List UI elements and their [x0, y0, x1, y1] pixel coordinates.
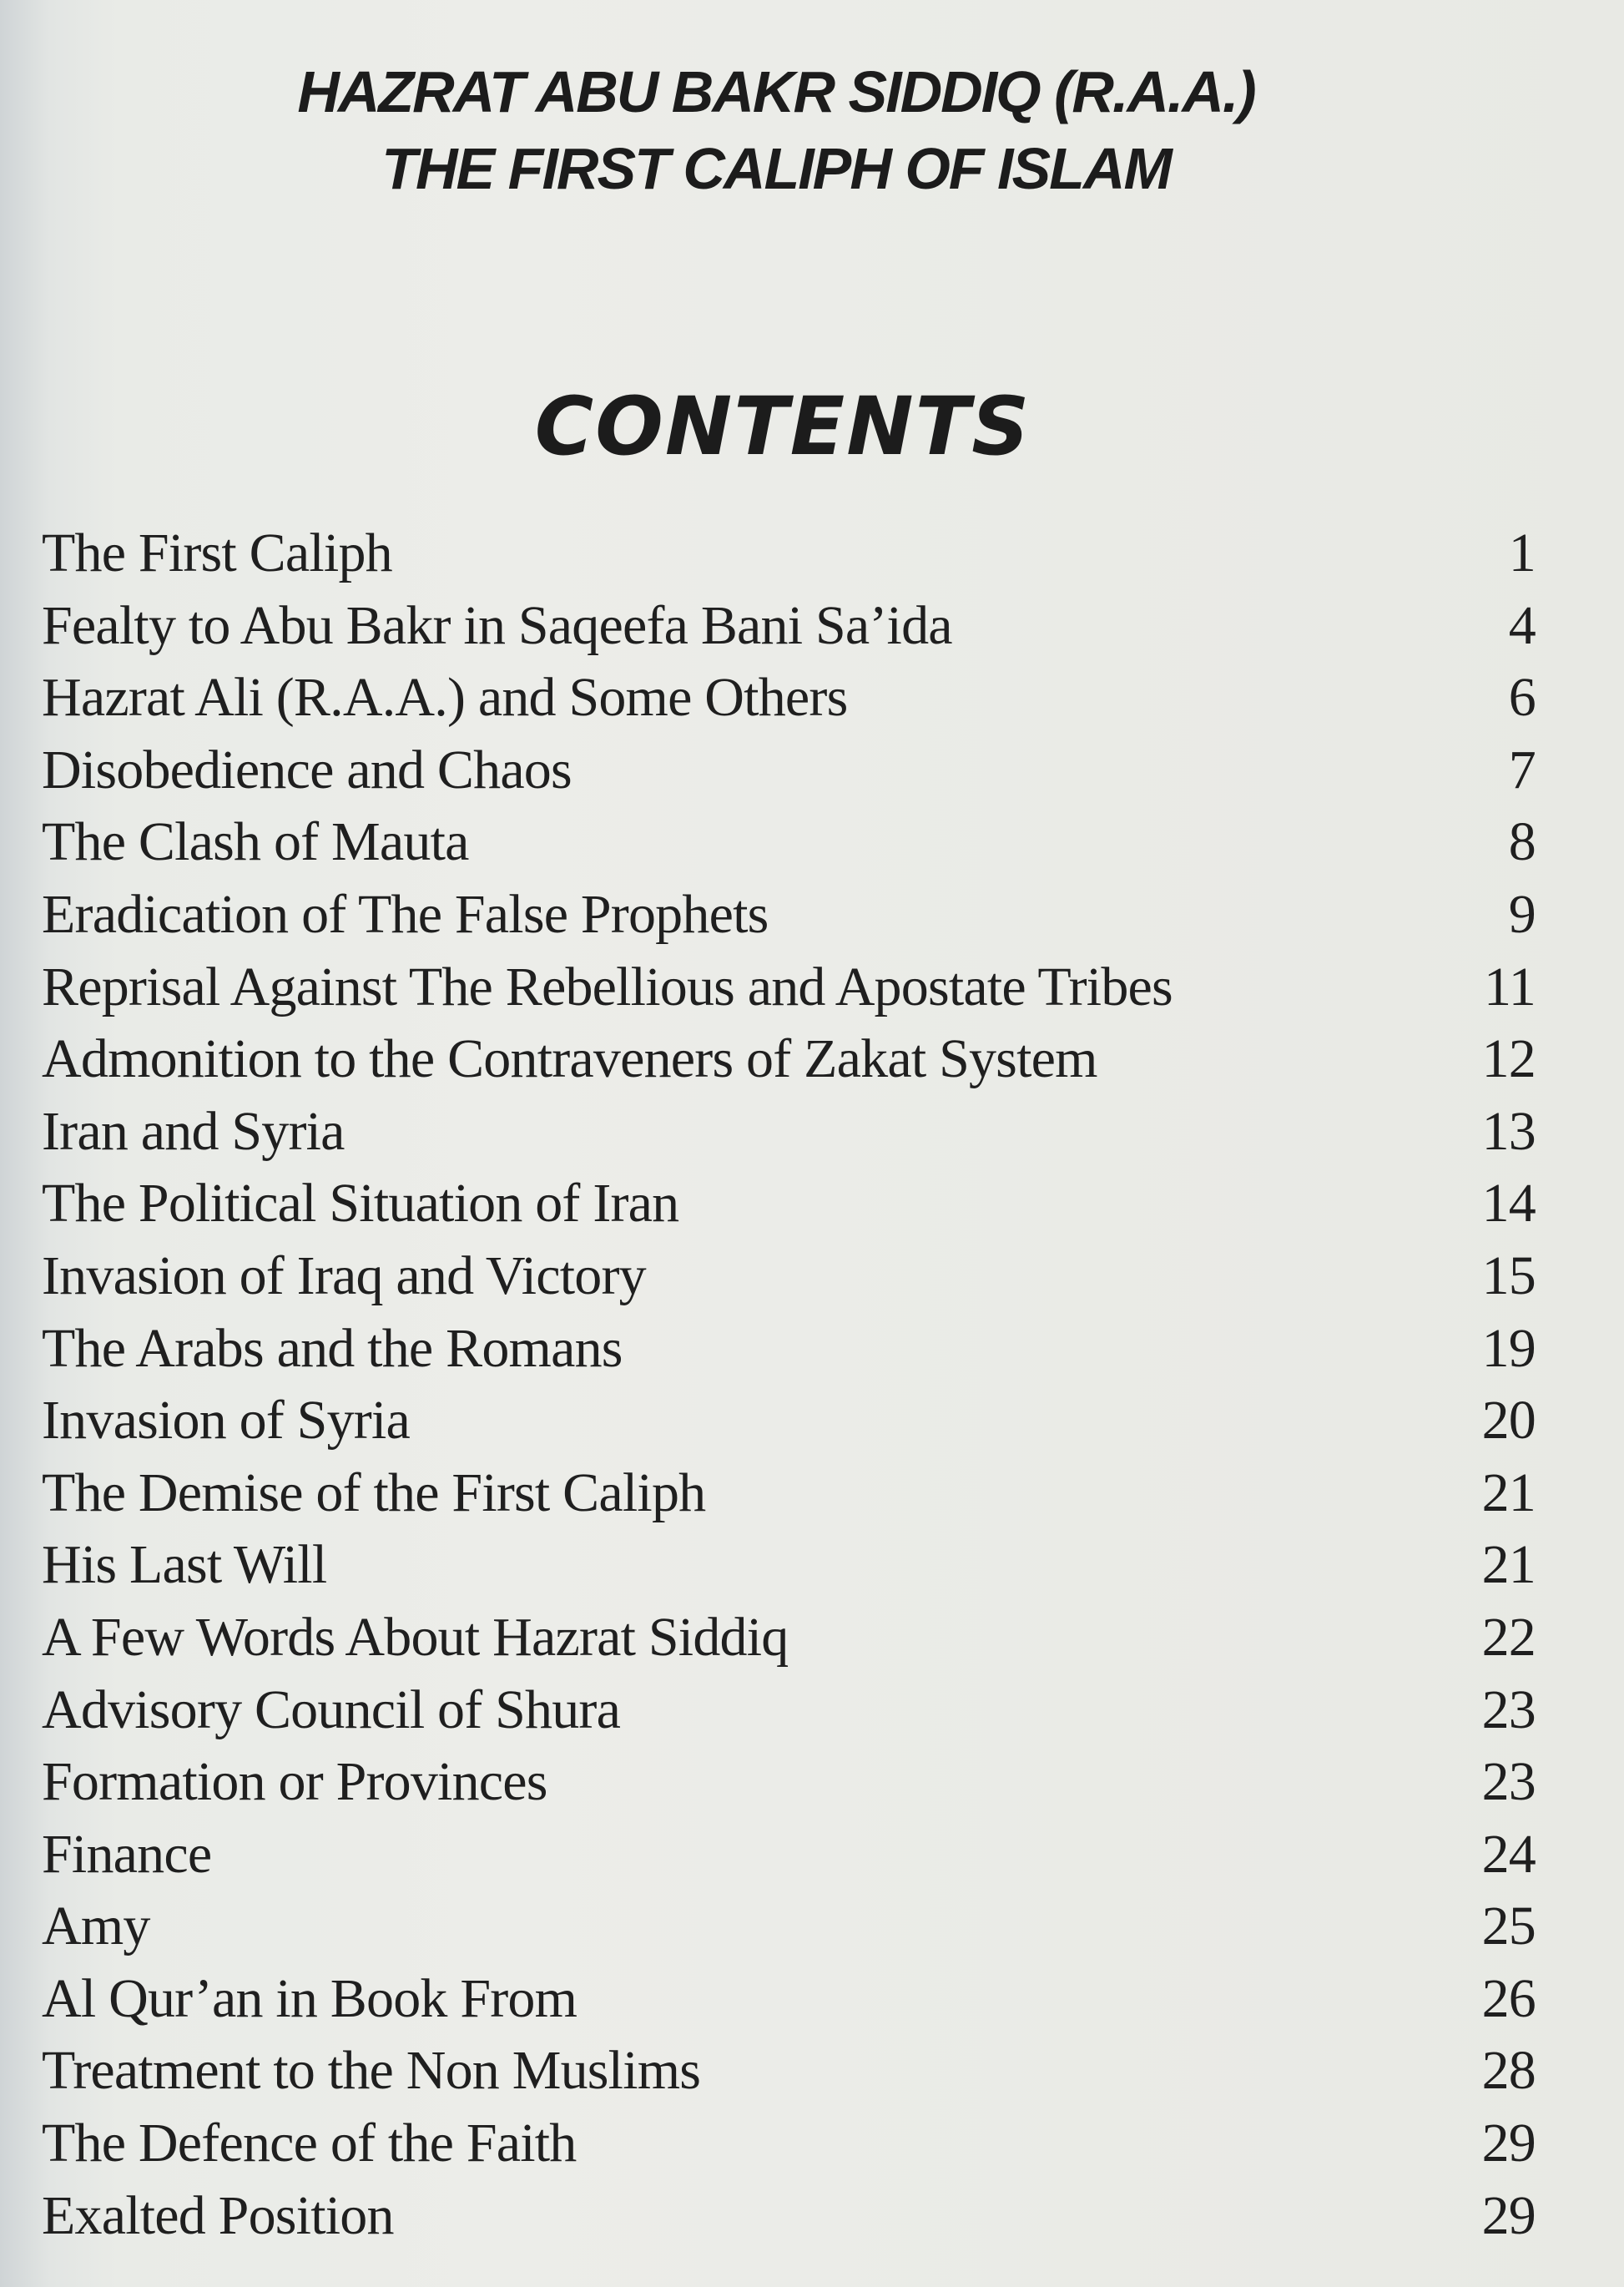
toc-entry-title: The Arabs and the Romans: [42, 1317, 623, 1379]
toc-entry: [42, 590, 1536, 663]
toc-entry: [42, 1963, 1536, 2036]
toc-entry-page-number: 14: [1481, 1173, 1536, 1234]
toc-entry-title: Admonition to the Contraveners of Zakat System: [42, 1028, 1097, 1090]
toc-entry-title: A Few Words About Hazrat Siddiq: [42, 1606, 789, 1668]
toc-entry-title: Invasion of Iraq and Victory: [42, 1244, 646, 1306]
toc-entry-title: Amy: [42, 1896, 150, 1957]
toc-entry: [42, 1385, 1536, 1457]
toc-entry: [42, 662, 1536, 735]
toc-entry: [42, 1529, 1536, 1602]
toc-entry-page-number: 4: [1508, 594, 1536, 656]
toc-entry-page-number: 15: [1481, 1244, 1536, 1306]
toc-entry-title: Invasion of Syria: [42, 1390, 410, 1451]
toc-entry-title: Hazrat Ali (R.A.A.) and Some Others: [42, 667, 848, 729]
toc-entry-page-number: 19: [1481, 1317, 1536, 1379]
toc-entry-title: Al Qur’an in Book From: [42, 1967, 577, 2029]
toc-entry-page-number: 12: [1481, 1028, 1536, 1090]
toc-entry: [42, 1891, 1536, 1963]
toc-entry-title: Finance: [42, 1823, 212, 1885]
toc-entry-title: The Defence of the Faith: [42, 2113, 577, 2174]
toc-entry: [42, 735, 1536, 807]
toc-entry: [42, 2035, 1536, 2108]
toc-entry-page-number: 1: [1508, 523, 1536, 583]
toc-entry-title: His Last Will: [42, 1534, 327, 1596]
toc-entry-page-number: 13: [1481, 1100, 1536, 1162]
toc-entry-title: Fealty to Abu Bakr in Saqeefa Bani Sa’ida: [42, 594, 952, 656]
toc-entry-title: Formation or Provinces: [42, 1751, 547, 1813]
toc-entry-page-number: 25: [1481, 1896, 1536, 1957]
toc-entry: [42, 1674, 1536, 1747]
toc-entry-page-number: 21: [1481, 1534, 1536, 1596]
toc-entry-page-number: 29: [1481, 2113, 1536, 2174]
toc-entry-page-number: 26: [1481, 1967, 1536, 2029]
toc-entry: [42, 2180, 1536, 2253]
toc-entry-title: Reprisal Against The Rebellious and Apostate Tribes: [42, 956, 1173, 1017]
toc-entry: [42, 879, 1536, 952]
toc-entry: [42, 806, 1536, 879]
toc-entry: [42, 1457, 1536, 1530]
toc-entry: [42, 952, 1536, 1024]
toc-entry-page-number: 24: [1481, 1823, 1536, 1885]
toc-entry-page-number: 7: [1508, 739, 1536, 800]
toc-entry-title: The Demise of the First Caliph: [42, 1462, 706, 1523]
toc-entry-title: Exalted Position: [42, 2184, 394, 2246]
toc-entry-page-number: 28: [1481, 2040, 1536, 2102]
toc-entry: [42, 1313, 1536, 1386]
toc-entry: [42, 1746, 1536, 1819]
toc-entry-title: The Clash of Mauta: [42, 811, 469, 873]
toc-entry-page-number: 9: [1508, 883, 1536, 945]
toc-entry: [42, 2108, 1536, 2180]
toc-entry-title: Treatment to the Non Muslims: [42, 2040, 701, 2102]
toc-entry-page-number: 20: [1481, 1390, 1536, 1451]
toc-entry: [42, 1240, 1536, 1313]
table-of-contents: [42, 517, 1536, 2252]
toc-entry: [42, 517, 1536, 590]
toc-entry-title: Disobedience and Chaos: [42, 739, 572, 800]
book-title-line-2: THE FIRST CALIPH OF ISLAM: [381, 136, 1171, 201]
toc-entry: [42, 1096, 1536, 1169]
toc-entry-page-number: 21: [1481, 1462, 1536, 1523]
toc-entry-title: Eradication of The False Prophets: [42, 883, 769, 945]
toc-entry-page-number: 11: [1484, 956, 1536, 1017]
toc-entry-title: The Political Situation of Iran: [42, 1173, 679, 1234]
toc-entry-page-number: 23: [1481, 1679, 1536, 1740]
toc-entry-page-number: 6: [1508, 667, 1536, 729]
toc-entry-page-number: 29: [1481, 2184, 1536, 2246]
toc-entry-page-number: 22: [1481, 1606, 1536, 1668]
toc-entry: [42, 1168, 1536, 1240]
toc-entry-title: Iran and Syria: [42, 1100, 345, 1162]
book-title-line-1: HAZRAT ABU BAKR SIDDIQ (R.A.A.): [297, 59, 1255, 124]
toc-entry: [42, 1023, 1536, 1096]
toc-entry: [42, 1819, 1536, 1891]
toc-entry-title: Advisory Council of Shura: [42, 1679, 621, 1740]
toc-entry: [42, 1602, 1536, 1674]
toc-entry-page-number: 8: [1508, 811, 1536, 873]
toc-entry-title: The First Caliph: [42, 523, 392, 583]
toc-entry-page-number: 23: [1481, 1751, 1536, 1813]
contents-heading: CONTENTS: [534, 380, 1031, 473]
